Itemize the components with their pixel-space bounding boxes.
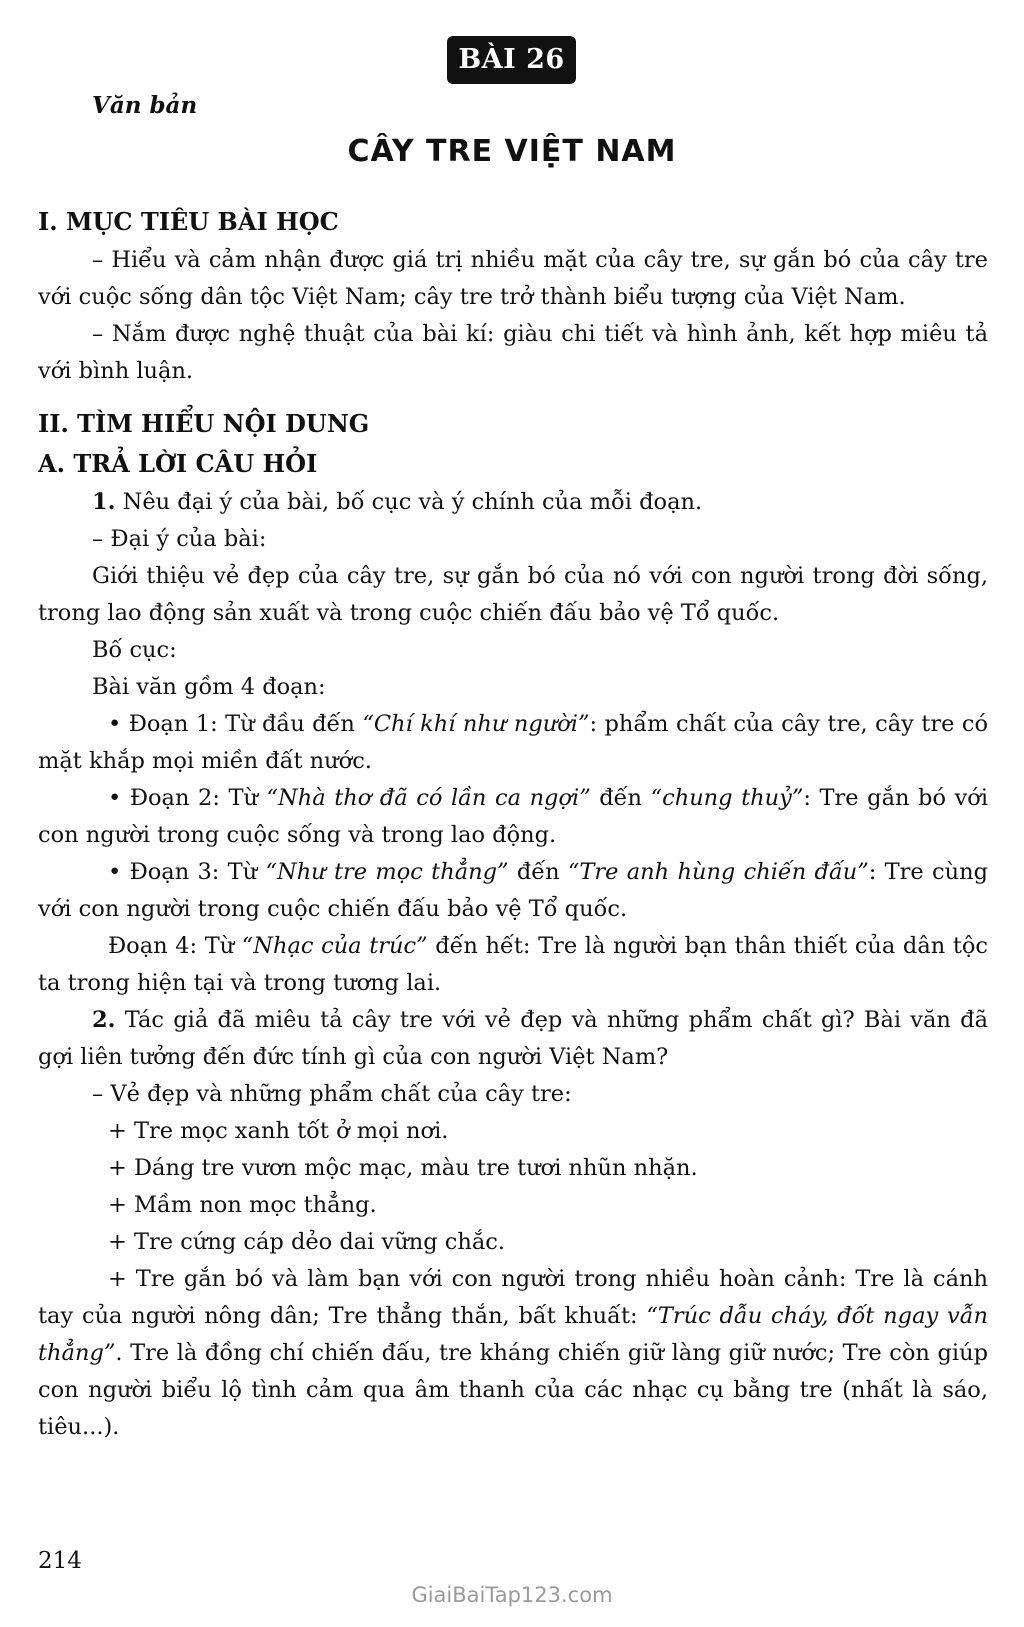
item-quote: “Như tre mọc thẳng” <box>265 859 509 885</box>
question-number: 2. <box>92 1007 116 1033</box>
item-text: đến <box>508 859 568 885</box>
item-text: • Đoạn 1: Từ đầu đến <box>108 711 363 737</box>
question-1 <box>38 484 988 521</box>
item-quote: “Nhạc của trúc” <box>241 933 428 959</box>
item-text: : Tre gắn bó với con người trong cuộc sống và trong lao động. <box>38 785 989 848</box>
text-type-label: Văn bản <box>92 92 198 119</box>
page-number: 214 <box>38 1548 82 1574</box>
quality-point-long <box>38 1261 988 1446</box>
item-text: : phẩm chất của cây tre, cây tre có mặt khắp mọi miền đất nước. <box>38 711 988 774</box>
subheading-questions: A. TRẢ LỜI CÂU HỎI <box>38 449 318 478</box>
structure-intro: Bài văn gồm 4 đoạn: <box>92 674 326 700</box>
item-text: : Tre cùng với con người trong cuộc chiến đấu bảo vệ Tổ quốc. <box>38 859 988 922</box>
main-idea-text: Giới thiệu vẻ đẹp của cây tre, sự gắn bó của nó với con người trong đời sống, trong lao động sản xuất và trong cuộc chiến đấu bảo vệ Tổ quốc. <box>38 563 988 626</box>
item-text: . Tre là đồng chí chiến đấu, tre kháng chiến giữ làng giữ nước; Tre còn giúp con người biểu lộ tình cảm qua âm thanh của các nhạc cụ bằng tre (nhất là sáo, tiêu...). <box>38 1340 988 1440</box>
item-quote: “Tre anh hùng chiến đấu” <box>567 859 869 885</box>
paragraph-item-2 <box>38 780 988 854</box>
item-text: đến <box>590 785 651 811</box>
section-heading-objectives: I. MỤC TIÊU BÀI HỌC <box>38 207 339 236</box>
paragraph-item-1 <box>38 706 988 780</box>
quality-point: + Tre cứng cáp dẻo dai vững chắc. <box>108 1229 506 1255</box>
item-text: • Đoạn 2: Từ <box>108 785 267 811</box>
structure-label: Bố cục: <box>92 637 177 663</box>
item-text: • Đoạn 3: Từ <box>108 859 266 885</box>
paragraph-item-3 <box>38 854 988 928</box>
main-idea-label: – Đại ý của bài: <box>92 526 267 552</box>
item-text: + Tre gắn bó và làm bạn với con người trong nhiều hoàn cảnh: Tre là cánh tay của người nông dân; Tre thẳng thắn, bất khuất: <box>38 1266 988 1329</box>
quality-point: + Dáng tre vươn mộc mạc, màu tre tươi nhũn nhặn. <box>108 1155 698 1181</box>
item-quote: “chung thuỷ” <box>650 785 804 811</box>
item-quote: “Nhà thơ đã có lần ca ngợi” <box>266 785 591 811</box>
question-text: Nêu đại ý của bài, bố cục và ý chính của mỗi đoạn. <box>115 489 703 515</box>
quality-point: + Tre mọc xanh tốt ở mọi nơi. <box>108 1118 449 1144</box>
qualities-label: – Vẻ đẹp và những phẩm chất của cây tre: <box>92 1081 572 1107</box>
item-text: Đoạn 4: Từ <box>108 933 242 959</box>
quality-point: + Mầm non mọc thẳng. <box>108 1192 377 1218</box>
page-title: CÂY TRE VIỆT NAM <box>347 134 677 169</box>
watermark: GiaiBaiTap123.com <box>411 1583 613 1607</box>
item-text: đến hết: Tre là người bạn thân thiết của dân tộc ta trong hiện tại và trong tương lai. <box>38 933 989 996</box>
question-2 <box>38 1002 988 1076</box>
section-heading-content: II. TÌM HIỂU NỘI DUNG <box>38 409 370 438</box>
question-text: Tác giả đã miêu tả cây tre với vẻ đẹp và những phẩm chất gì? Bài văn đã gợi liên tưởng đến đức tính gì của con người Việt Nam? <box>38 1007 988 1070</box>
item-quote: “Trúc dẫu cháy, đốt ngay vẫn thẳng” <box>38 1303 988 1366</box>
document-body <box>38 202 988 1446</box>
question-number: 1. <box>92 489 116 515</box>
paragraph-item-4 <box>38 928 988 1002</box>
objective-item: – Hiểu và cảm nhận được giá trị nhiều mặt của cây tre, sự gắn bó của cây tre với cuộc sống dân tộc Việt Nam; cây tre trở thành biểu tượng của Việt Nam. <box>38 247 988 310</box>
objective-item: – Nắm được nghệ thuật của bài kí: giàu chi tiết và hình ảnh, kết hợp miêu tả với bình luận. <box>38 321 988 384</box>
item-quote: “Chí khí như người” <box>362 711 590 737</box>
lesson-badge: BÀI 26 <box>447 36 576 84</box>
